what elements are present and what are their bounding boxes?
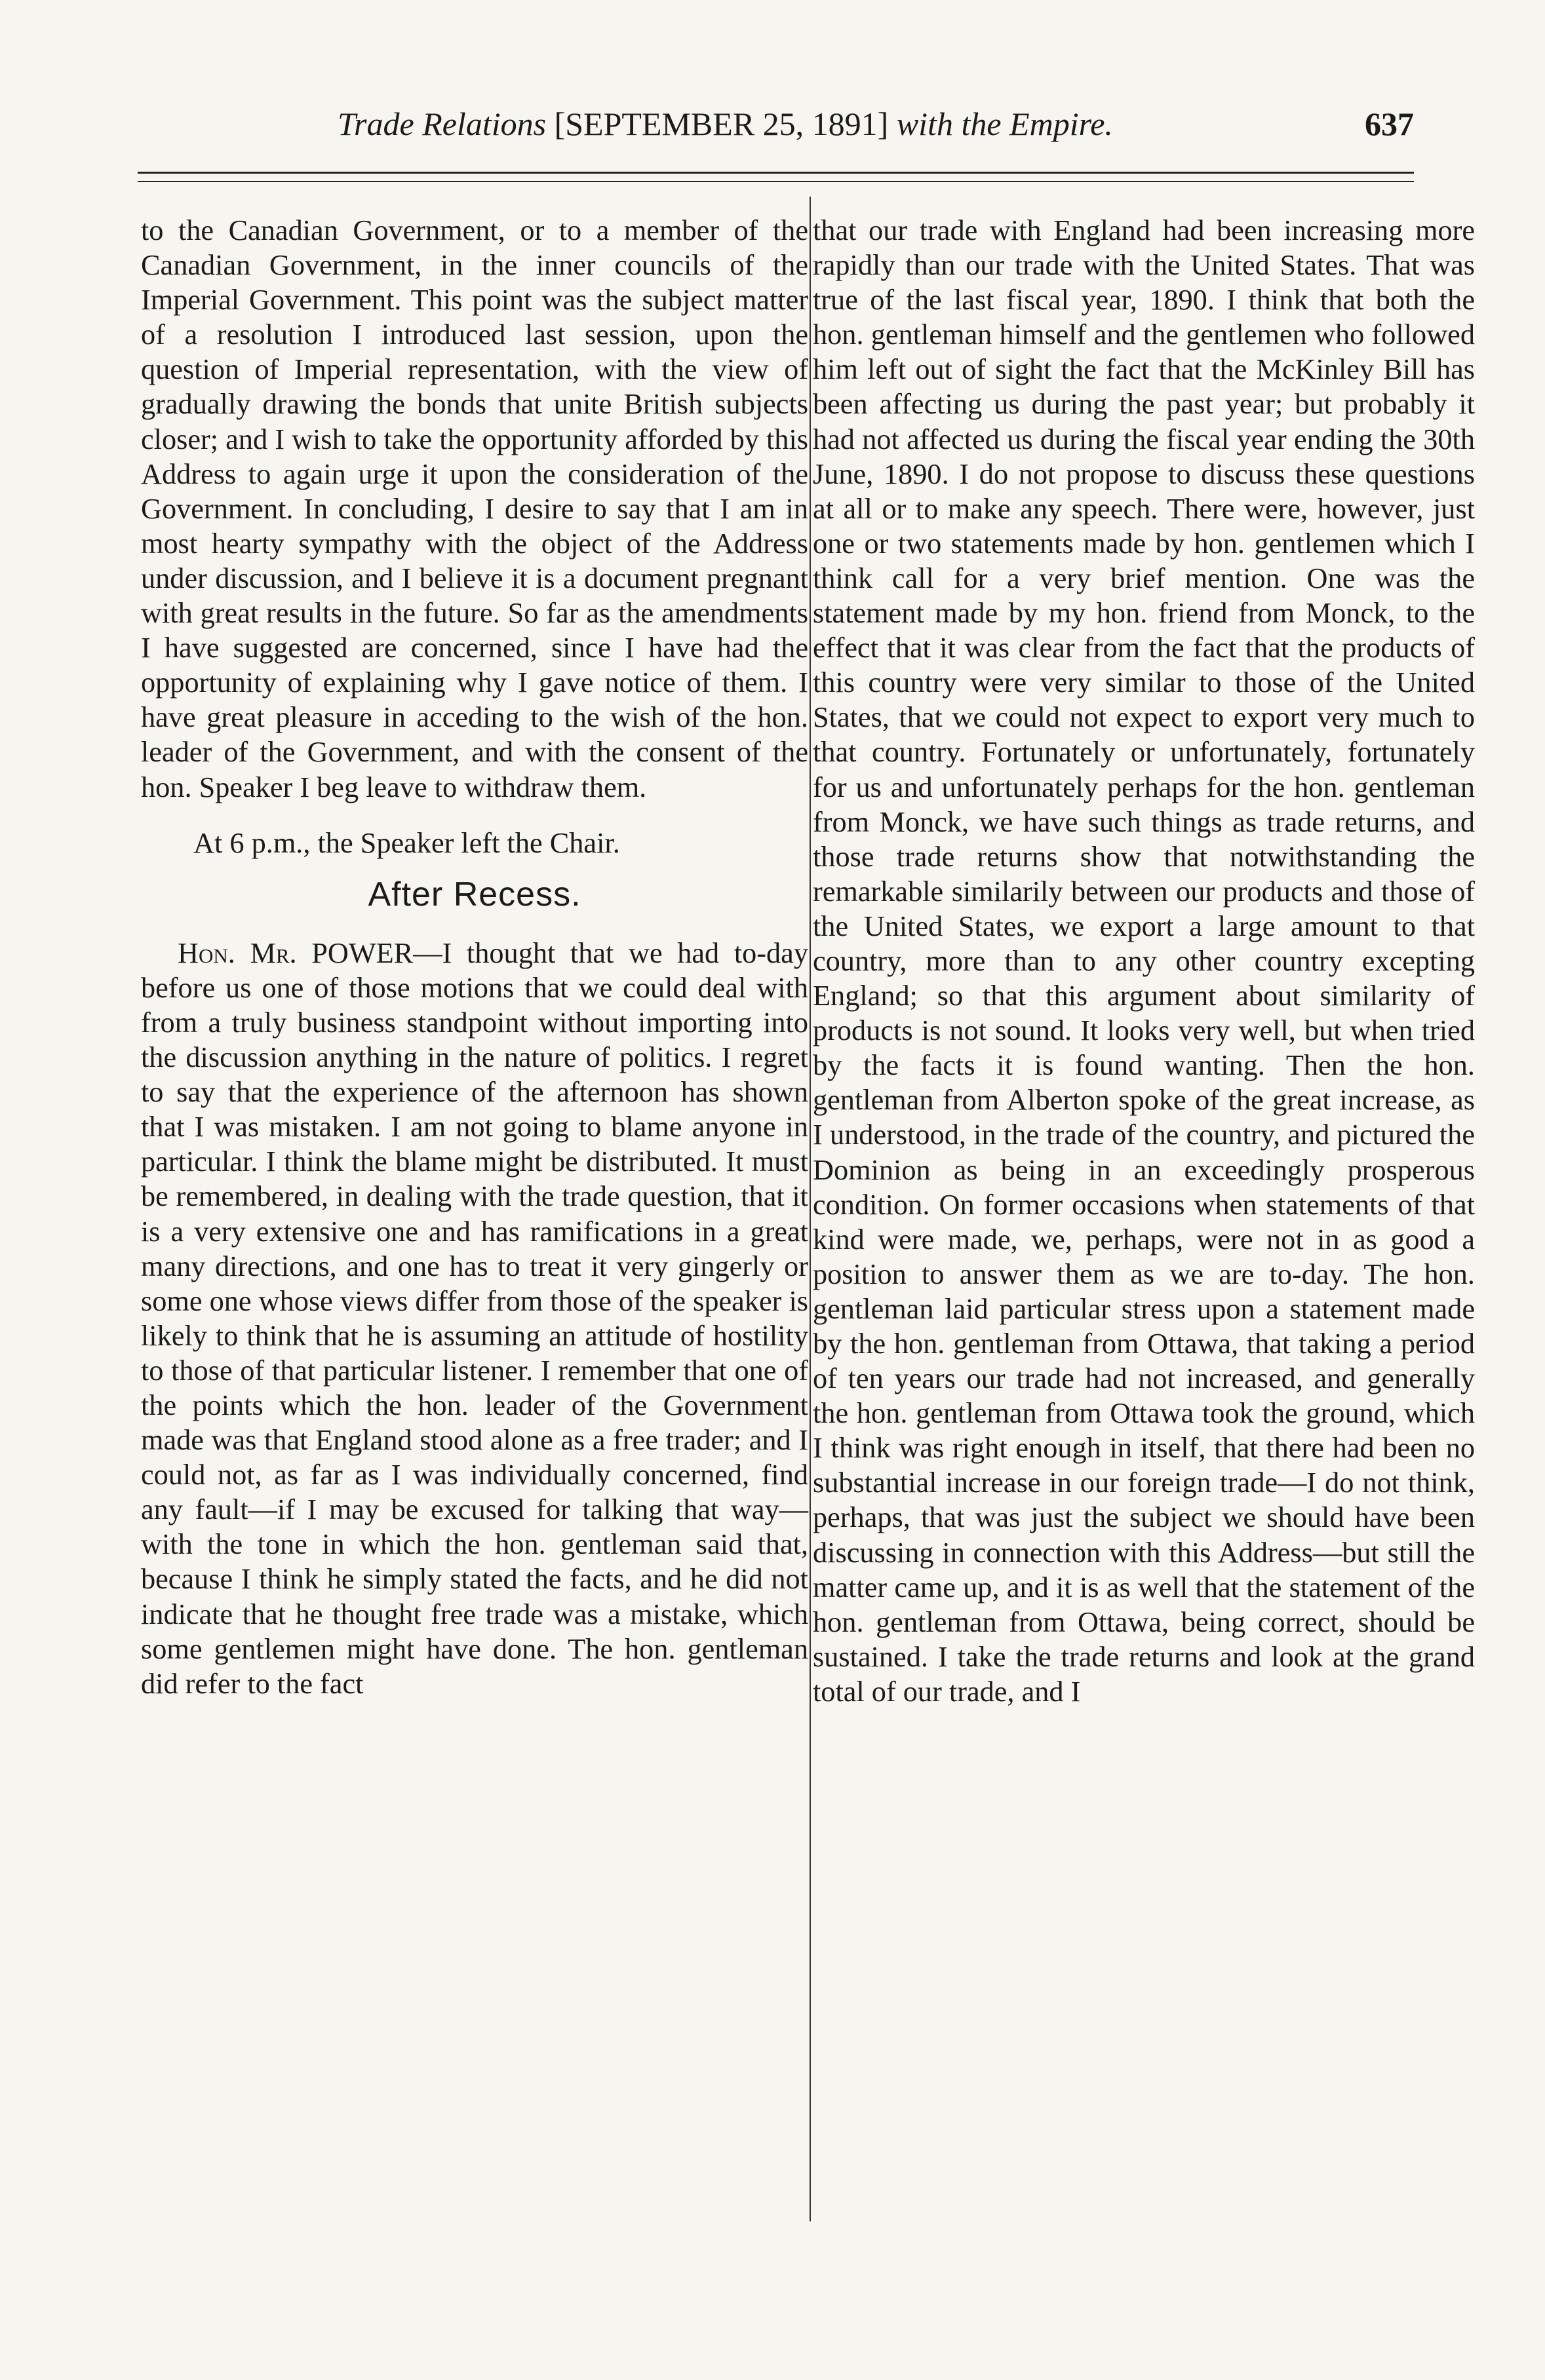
running-head-right: with the Empire. [896, 106, 1113, 142]
left-paragraph-1: to the Canadian Government, or to a member of the Canadian Government, in the inner councils of the Imperial Government. This point was the subject matter of a resolution I introduced last session, upon the question of Imperial representation, with the view of gradually drawing the bonds that unite British subjects closer; and I wish to take the opportunity afforded by this Address to again urge it upon the consideration of the Government. In concluding, I desire to say that I am in most hearty sympathy with the object of the Address under discussion, and I believe it is a document pregnant with great results in the future. So far as the amendments I have suggested are concerned, since I have had the opportunity of explaining why I gave notice of them. I have great pleasure in acceding to the wish of the hon. leader of the Government, and with the consent of the hon. Speaker I beg leave to withdraw them. [141, 214, 808, 803]
running-head-date: [SEPTEMBER 25, 1891] [554, 106, 889, 142]
right-paragraph-1: that our trade with England had been increasing more rapidly than our trade with the United States. That was true of the last fiscal year, 1890. I think that both the hon. gentleman himself and the gentlemen who followed him left out of sight the fact that the McKinley Bill has been affecting us during the past year; but probably it had not affected us during the fiscal year ending the 30th June, 1890. I do not propose to discuss these questions at all or to make any speech. There were, however, just one or two statements made by hon. gentlemen which I think call for a very brief mention. One was the statement made by my hon. friend from Monck, to the effect that it was clear from the fact that the products of this country were very similar to those of the United States, that we could not expect to export very much to that country. Fortunately or unfortunately, fortunately for us and unfortunately perhaps for the hon. gentleman from Monck, we have such things as trade returns, and those trade returns show that notwithstanding the remarkable similarily between our products and those of the United States, we export a large amount to that country, more than to any other country excepting England; so that this argument about similarity of products is not sound. It looks very well, but when tried by the facts it is found wanting. Then the hon. gentleman from Alberton spoke of the great increase, as I understood, in the trade of the country, and pictured the Dominion as being in an exceedingly prosperous condition. On former occasions when statements of that kind were made, we, perhaps, were not in as good a position to answer them as we are to-day. The hon. gentleman laid particular stress upon a statement made by the hon. gentleman from Ottawa, that taking a period of ten years our trade had not increased, and generally the hon. gentleman from Ottawa took the ground, which I think was right enough in itself, that there had been no substantial increase in our foreign trade—I do not think, perhaps, that was just the subject we should have been discussing in connection with this Address—but still the matter came up, and it is as well that the statement of the hon. gentleman from Ottawa, being correct, should be sustained. I take the trade returns and look at the grand total of our trade, and I [813, 214, 1475, 1708]
page-number: 637 [1365, 106, 1414, 142]
header-rule-secondary [138, 181, 1414, 182]
left-paragraph-2 [141, 936, 808, 1701]
running-head [338, 105, 1113, 143]
left-paragraph-2-text: —I thought that we had to-day before us one of those motions that we could deal with from a truly business standpoint without importing into the discussion anything in the nature of politics. I regret to say that the experience of the afternoon has shown that I was mistaken. I am not going to blame anyone in particular. I think the blame might be distributed. It must be remembered, in dealing with the trade question, that it is a very extensive one and has ramifications in a great many directions, and one has to treat it very gingerly or some one whose views differ from those of the speaker is likely to think that he is assuming an attitude of hostility to those of that particular listener. I remember that one of the points which the hon. leader of the Government made was that England stood alone as a free trader; and I could not, as far as I was individually concerned, find any fault—if I may be excused for talking that way—with the tone in which the hon. gentleman said that, because I think he simply stated the facts, and he did not indicate that he thought free trade was a mistake, which some gentlemen might have done. The hon. gentleman did refer to the fact [141, 936, 808, 1700]
column-divider [810, 197, 811, 2221]
section-heading: After Recess. [368, 875, 581, 913]
speaker-left-chair-note: At 6 p.m., the Speaker left the Chair. [193, 826, 620, 859]
left-column [141, 213, 808, 1701]
speaker-name: Hon. Mr. POWER [178, 936, 414, 969]
running-head-left: Trade Relations [338, 106, 547, 142]
right-column [813, 213, 1475, 1709]
header-rule [138, 172, 1414, 174]
page-header [138, 93, 1414, 152]
